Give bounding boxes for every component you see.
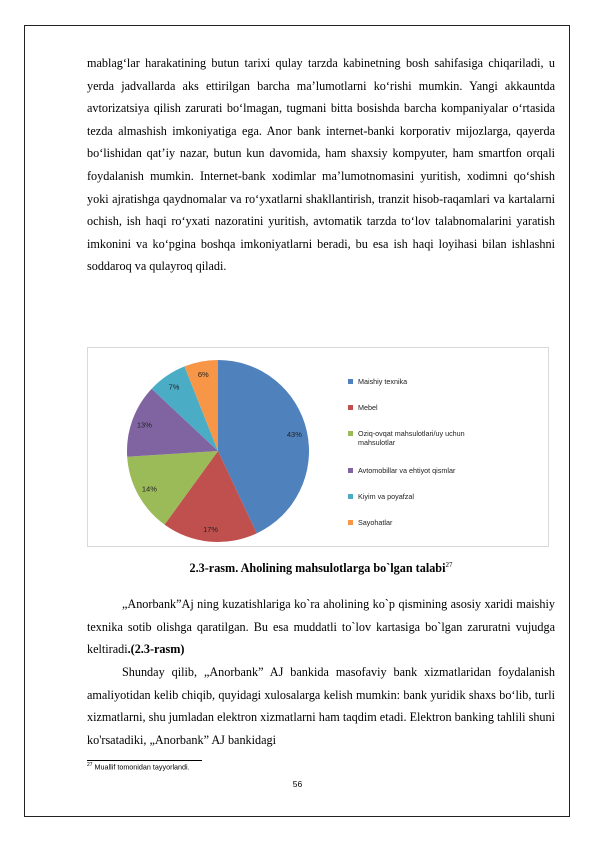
footnote-rule [87, 760, 202, 761]
pie-data-label: 17% [203, 524, 219, 534]
pie-data-label: 7% [168, 382, 180, 392]
figure-caption-footnote-ref: 27 [445, 561, 453, 569]
legend-swatch [348, 379, 353, 384]
footnote [87, 762, 190, 771]
footnote-text: Muallif tomonidan tayyorlandi. [92, 762, 190, 772]
pie-data-label: 6% [197, 370, 209, 380]
pie-data-label: 14% [141, 484, 157, 494]
legend-label: Maishiy texnika [358, 377, 408, 386]
footnote-number: 27 [87, 762, 93, 768]
pie-data-label: 13% [136, 420, 152, 430]
legend-swatch [348, 520, 353, 525]
legend-label: Sayohatlar [358, 518, 393, 527]
legend-label: Kiyim va poyafzal [358, 492, 414, 501]
legend-swatch [348, 431, 353, 436]
figure-caption-text: 2.3-rasm. Aholining mahsulotlarga bo`lgan talabi [189, 561, 446, 576]
legend-swatch [348, 405, 353, 410]
body-paragraph-2-text: „Anorbank”Aj ning kuzatishlariga ko`ra aholining ko`p qismining asosiy xaridi maishiy texnika sotib olishga qaratilgan. Bu esa muddatli to`lov kartasiga bo`lgan zaruratni vujudga keltiradi [87, 597, 555, 657]
legend-swatch [348, 494, 353, 499]
pie-data-label: 43% [286, 429, 302, 439]
legend-label: Avtomobillar va ehtiyot qismlar [358, 466, 456, 475]
legend-swatch [348, 468, 353, 473]
body-paragraph-1: mablag‘lar harakatining butun tarixi qulay tarzda kabinetning bosh sahifasiga chiqariladi, u yerda jadvallarda aks ettirilgan barcha ma’lumotlarni ko‘rishi mumkin. Yangi akkauntda avtorizatsiya qilish zarurati bo‘lmagan, tugmani bitta bosishda barcha kompaniyalar o‘rtasida tezda almashish imkoniyatiga ega. Anor bank internet-banki korporativ mijozlarga, qayerda bo‘lishidan qat’iy nazar, butun kun davomida, ham shaxsiy kompyuter, ham smartfon orqali foydalanish mumkin. Internet-bank xodimlar ma’lumotnomasini yuritish, xodimni qo‘shish yoki ajratishga qaydnomalar va ro‘yxatlarni shakllantirish, tranzit hisob-raqamlari va kartalarni ochish, ish haqi ro‘yxati nazoratini yuritish, avtomatik tarzda to‘lov talabnomalarini yaratish imkonini va ko‘pgina boshqa imkoniyatlarni beradi, bu esa ish haqi loyihasi bilan ishlashni soddaroq va qulayroq qiladi. [87, 56, 555, 274]
legend-label: Oziq-ovqat mahsulotlari/uy uchun mahsulotlar [358, 429, 465, 447]
body-paragraph-3: Shunday qilib, „Anorbank” AJ bankida masofaviy bank xizmatlaridan foydalanish amaliyotidan kelib chiqib, quyidagi xulosalarga kelish mumkin: bank yuridik shaxs bo‘lib, turli xizmatlarni, shu jumladan elektron xizmatlarni ham taqdim etadi. Elektron banking tahlili shuni ko'rsatadiki, „Anorbank” AJ bankidagi [87, 665, 555, 747]
page-number: 56 [292, 779, 303, 789]
figure-caption [87, 561, 555, 576]
body-paragraph-2 [87, 593, 555, 661]
legend-label: Mebel [358, 403, 378, 412]
body-paragraph-2-figure-ref: .(2.3-rasm) [127, 642, 185, 657]
